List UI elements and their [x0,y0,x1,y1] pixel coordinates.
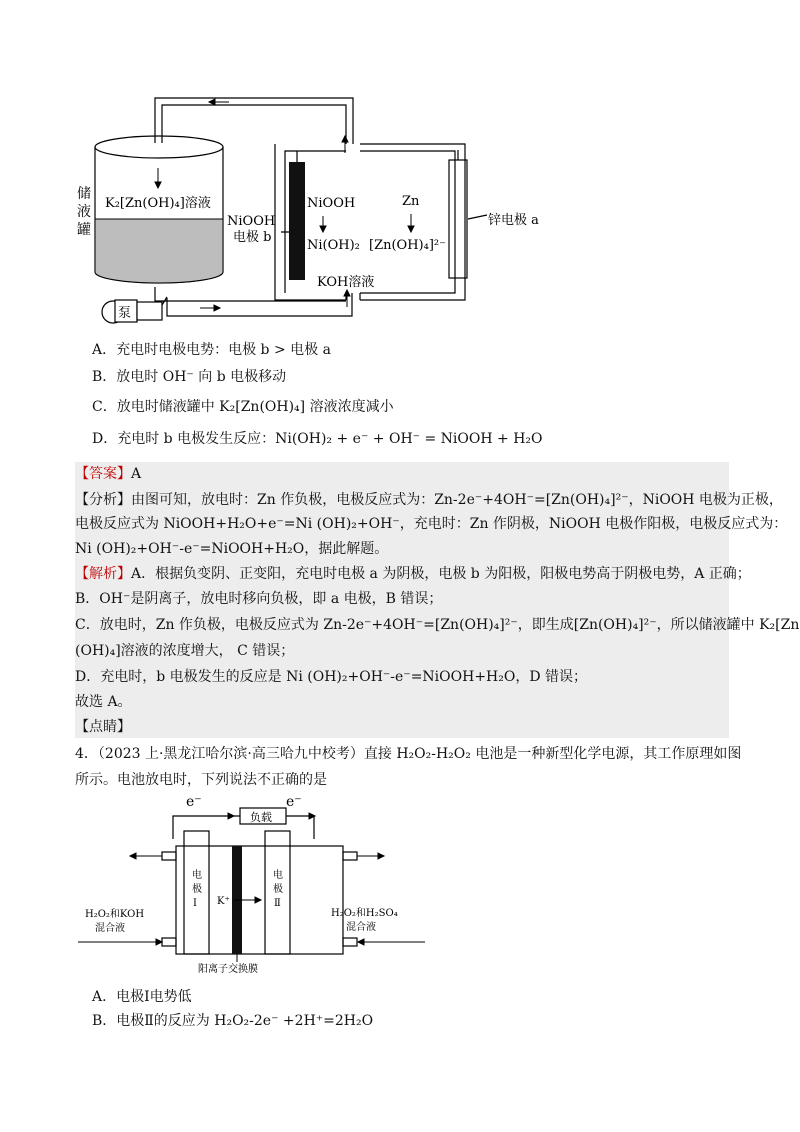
tank-solution-label: K₂[Zn(OH)₄]溶液 [105,196,211,211]
electron-left-label: e⁻ [186,794,202,810]
electron-right-label: e⁻ [286,794,302,810]
load-label: 负载 [250,811,272,824]
electrode-2-label: 电 极 Ⅱ [273,870,283,909]
nioh2-label: Ni(OH)₂ [307,238,360,253]
electrode-1-label: 电 极 Ⅰ [192,870,202,909]
left-mixture-label: H₂O₂和KOH 混合液 [85,909,145,934]
flow-battery-diagram [77,88,565,330]
comment-tag: 【点睛】 [75,719,131,735]
q3-option-a: A．充电时电极电势：电极 b > 电极 a [92,342,331,358]
q3-option-c: C．放电时储液罐中 K₂[Zn(OH)₄] 溶液浓度减小 [92,399,394,415]
analysis-line-1: 【分析】由图可知，放电时：Zn 作负极，电极反应式为：Zn-2e⁻+4OH⁻=[Zn(OH)₄]²⁻，NiOOH 电极为正极， [75,492,783,508]
electrode-a-label: 锌电极 a [488,213,539,228]
answer-line [75,464,141,484]
zincate-label: [Zn(OH)₄]²⁻ [369,238,446,253]
q4-stem-line-2: 所示。电池放电时，下列说法不正确的是 [75,772,327,788]
analysis-line-2: 电极反应式为 NiOOH+H₂O+e⁻=Ni (OH)₂+OH⁻，充电时：Zn 作阴极，NiOOH 电极作阳极，电极反应式为： [75,516,788,532]
answer-tag: 【答案】 [75,466,131,482]
right-mixture-label: H₂O₂和H₂SO₄ 混合液 [331,908,398,933]
explanation-line-4: (OH)₄]溶液的浓度增大， C 错误； [75,643,295,659]
explanation-tag: 【解析】 [75,566,131,582]
zn-label: Zn [402,194,420,209]
membrane-label: 阳离子交换膜 [198,964,258,975]
q3-option-b: B．放电时 OH⁻ 向 b 电极移动 [92,369,287,385]
q4-option-b: B．电极Ⅱ的反应为 H₂O₂-2e⁻ +2H⁺=2H₂O [92,1013,374,1029]
q3-option-d: D．充电时 b 电极发生反应：Ni(OH)₂ + e⁻ + OH⁻ = NiOOH + H₂O [92,431,543,447]
niooh-label: NiOOH [307,196,356,211]
k-ion-label: K⁺ [217,896,230,907]
koh-solution-label: KOH溶液 [317,275,375,290]
q4-option-a: A．电极Ⅰ电势低 [92,989,192,1005]
explanation-line-3: C．放电时，Zn 作负极，电极反应式为 Zn-2e⁻+4OH⁻=[Zn(OH)₄]²⁻，即生成[Zn(OH)₄]²⁻，所以储液罐中 K₂[Zn [75,617,800,633]
explanation-line-1: 【解析】A．根据负变阴、正变阳，充电时电极 a 为阴极，电极 b 为阳极，阳极电势高于阴极电势，A 正确； [75,566,751,582]
analysis-line-3: Ni (OH)₂+OH⁻-e⁻=NiOOH+H₂O，据此解题。 [75,541,389,557]
answer-value: A [131,466,142,482]
pump-label: 泵 [118,306,132,321]
q4-stem-line-1: 4．（2023 上·黑龙江哈尔滨·高三哈九中校考）直接 H₂O₂-H₂O₂ 电池是一种新型化学电源，其工作原理如图 [75,746,742,762]
electrode-b-label: NiOOH 电极 b [227,214,276,245]
h2o2-cell-diagram [75,790,435,975]
analysis-tag: 【分析】 [75,492,131,508]
tank-label: 储 液 罐 [77,186,91,238]
explanation-line-5: D．充电时，b 电极发生的反应是 Ni (OH)₂+OH⁻-e⁻=NiOOH+H₂O，D 错误； [75,669,588,685]
explanation-line-6: 故选 A。 [75,694,132,710]
explanation-line-2: B．OH⁻是阴离子，放电时移向负极，即 a 电极，B 错误； [75,591,443,607]
